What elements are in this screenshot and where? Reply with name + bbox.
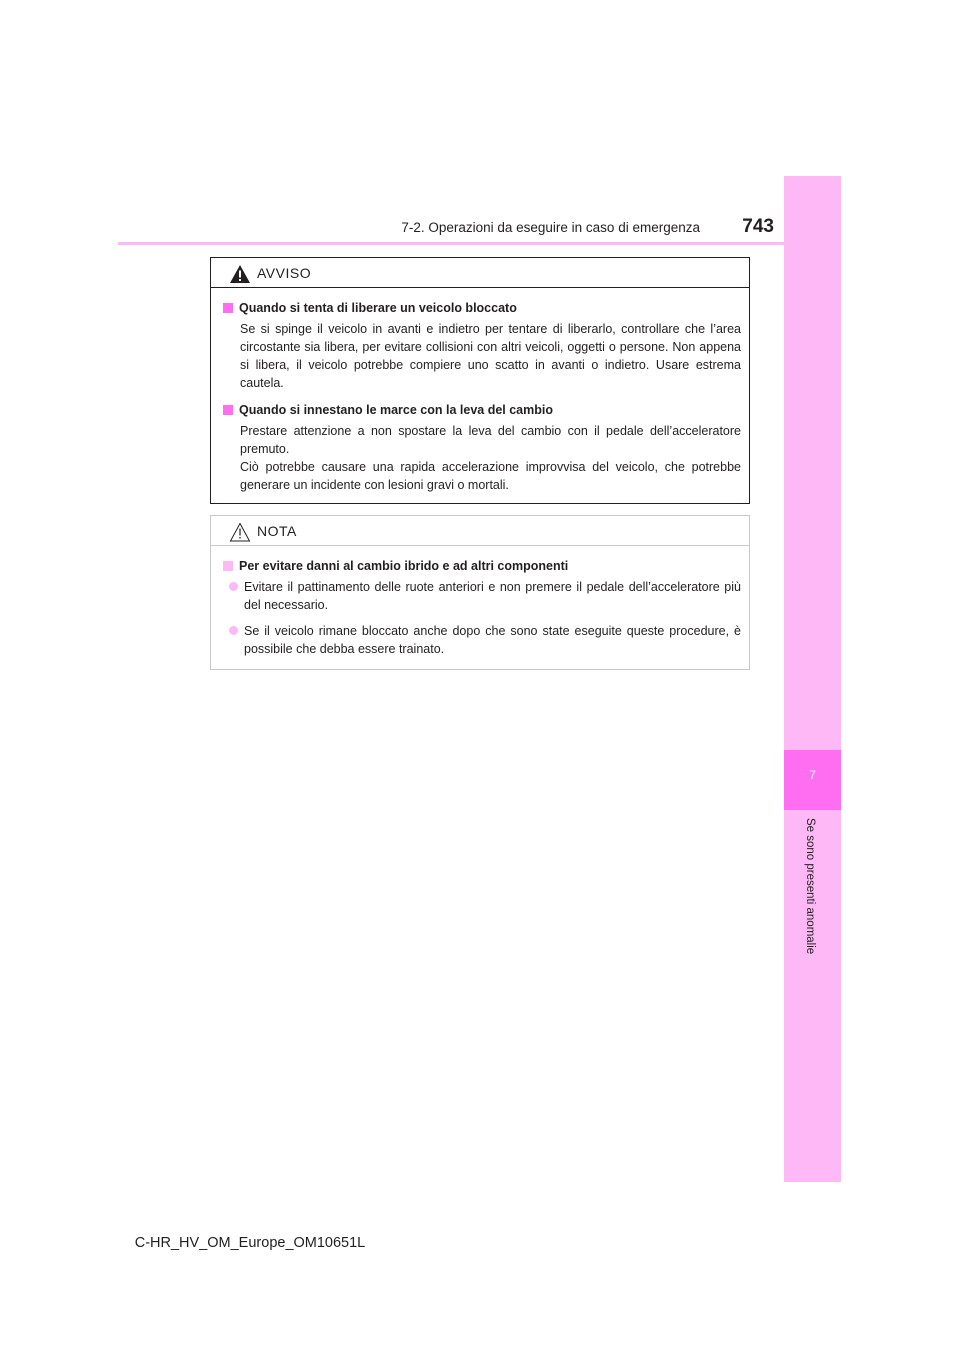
warning-item-heading: Quando si innestano le marce con la leva del cambio (223, 402, 741, 419)
list-item (229, 622, 741, 658)
list-item (229, 578, 741, 614)
square-bullet-icon (223, 405, 233, 415)
warning-box (210, 257, 750, 504)
warning-header (211, 258, 749, 288)
document-code: C-HR_HV_OM_Europe_OM10651L (134, 1235, 366, 1251)
section-title: 7-2. Operazioni da eseguire in caso di emergenza (401, 220, 700, 235)
warning-triangle-icon (229, 264, 251, 284)
warning-title: AVVISO (257, 265, 312, 281)
warning-item-text: Se si spinge il veicolo in avanti e indietro per tentare di liberarlo, controllare che l’area circostante sia libera, per evitare collisioni con altri veicoli, oggetti o persone. Non appena si libera, il veicolo potrebbe compiere uno scatto in avanti o indietro. Usare estrema cautela. (240, 322, 741, 390)
square-bullet-icon (223, 303, 233, 313)
warning-item-text: Ciò potrebbe causare una rapida accelerazione improvvisa del veicolo, che potrebbe generare un incidente con lesioni gravi o mortali. (240, 460, 741, 492)
side-tab (784, 176, 841, 1182)
note-bullet-text: Se il veicolo rimane bloccato anche dopo che sono state eseguite queste procedure, è possibile che debba essere trainato. (244, 624, 741, 656)
chapter-number: 7 (809, 768, 816, 782)
note-item-heading: Per evitare danni al cambio ibrido e ad altri componenti (223, 558, 741, 575)
square-bullet-icon (223, 561, 233, 571)
round-bullet-icon (229, 582, 238, 591)
header-rule (118, 242, 841, 245)
chapter-title: Se sono presenti anomalie (804, 818, 816, 955)
note-box (210, 515, 750, 670)
warning-item-heading: Quando si tenta di liberare un veicolo bloccato (223, 300, 741, 317)
page-number: 743 (742, 216, 774, 237)
warning-item-text: Prestare attenzione a non spostare la leva del cambio con il pedale dell’acceleratore premuto. (240, 424, 741, 456)
note-bullet-text: Evitare il pattinamento delle ruote anteriori e non premere il pedale dell’acceleratore più del necessario. (244, 580, 741, 612)
note-header (211, 516, 749, 546)
note-title: NOTA (257, 523, 297, 539)
caution-triangle-icon (229, 522, 251, 542)
round-bullet-icon (229, 626, 238, 635)
